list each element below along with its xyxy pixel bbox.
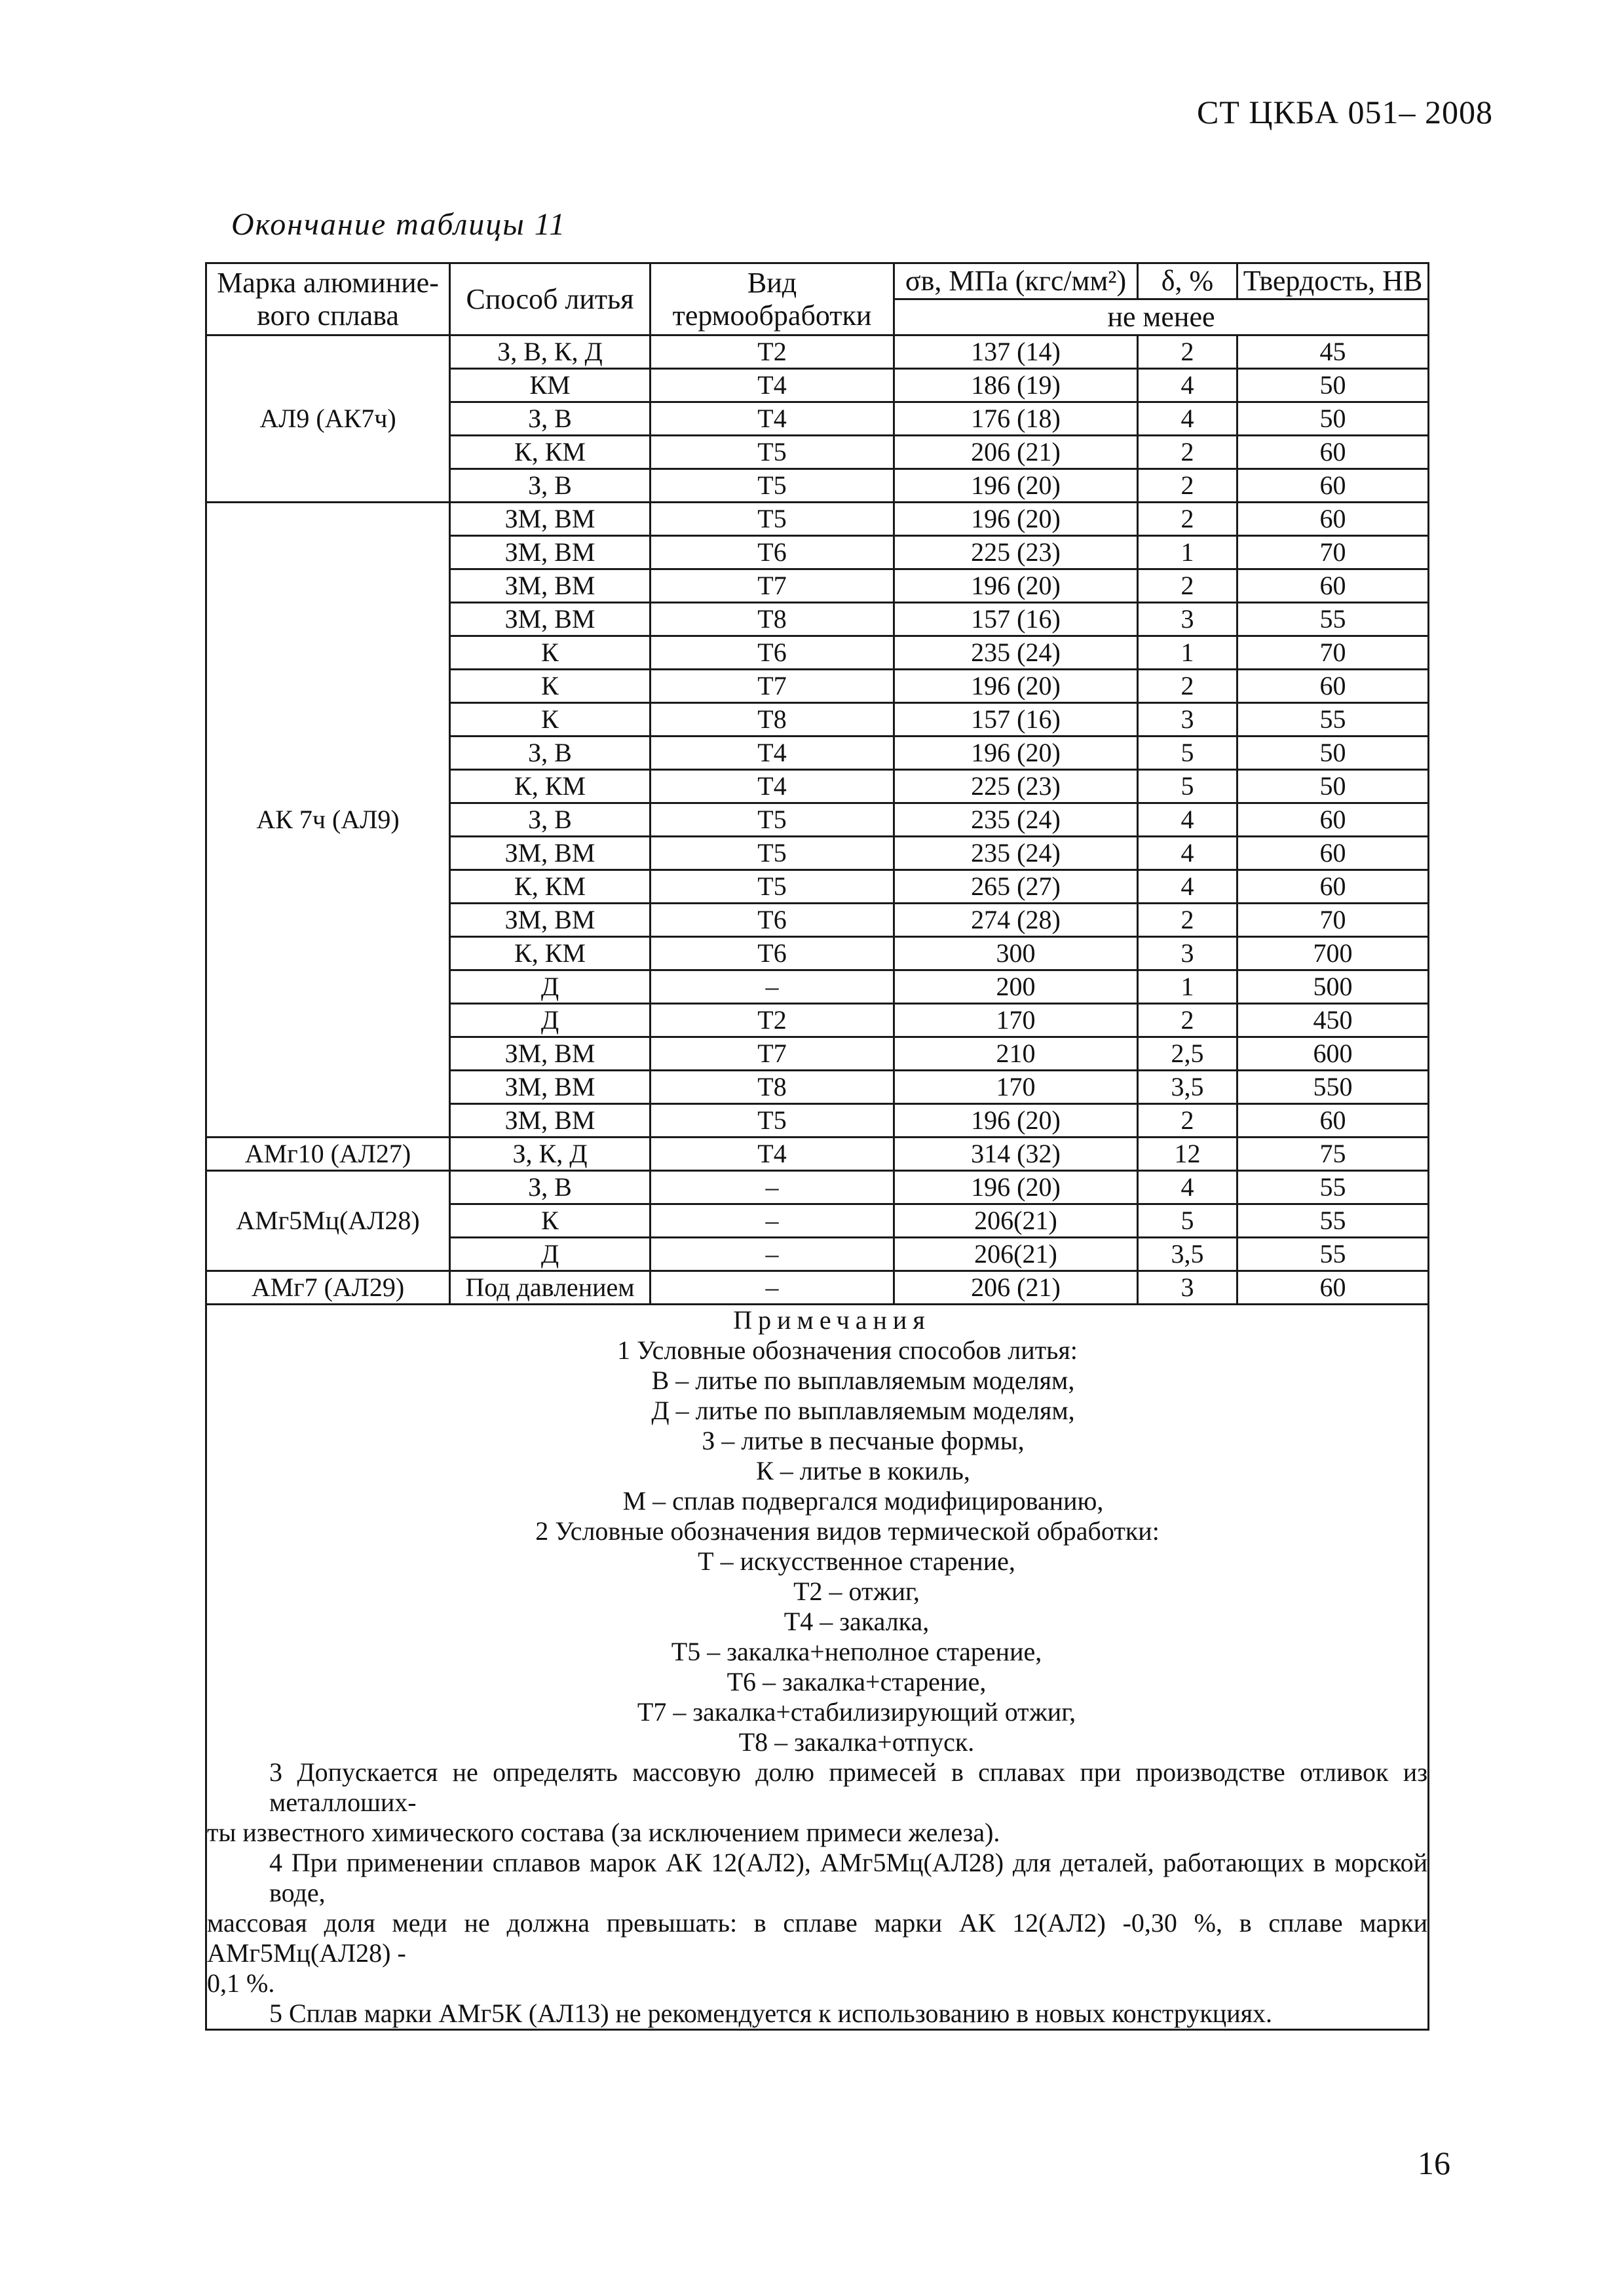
note-3-line-2: ты известного химического состава (за исключением примеси железа). xyxy=(207,1818,1000,1847)
notes-heading: Примечания xyxy=(733,1305,931,1335)
grade-cell: АМг10 (АЛ27) xyxy=(206,1138,450,1171)
hardness-cell: 70 xyxy=(1237,536,1429,569)
hardness-cell: 60 xyxy=(1237,436,1429,469)
method-cell: ЗМ, ВМ xyxy=(450,1037,651,1071)
hardness-cell: 50 xyxy=(1237,369,1429,402)
note-4-line-1: 4 При применении сплавов марок АК 12(АЛ2), АМг5Мц(АЛ28) для деталей, работающих в морской воде, xyxy=(269,1848,1427,1907)
hardness-cell: 550 xyxy=(1237,1071,1429,1104)
note-list-item: Т7 – закалка+стабилизирующий отжиг, xyxy=(637,1697,1076,1727)
elongation-cell: 4 xyxy=(1138,870,1237,904)
treatment-cell: Т2 xyxy=(651,1004,894,1037)
elongation-cell: 2 xyxy=(1138,904,1237,937)
treatment-cell: Т7 xyxy=(651,569,894,603)
method-cell: К, КМ xyxy=(450,870,651,904)
strength-cell: 196 (20) xyxy=(894,670,1138,703)
strength-cell: 235 (24) xyxy=(894,803,1138,837)
hardness-cell: 60 xyxy=(1237,803,1429,837)
method-cell: З, В, К, Д xyxy=(450,335,651,369)
treatment-cell: Т5 xyxy=(651,469,894,503)
elongation-cell: 4 xyxy=(1138,803,1237,837)
method-cell: ЗМ, ВМ xyxy=(450,603,651,636)
header-min-note: не менее xyxy=(894,299,1429,335)
method-cell: З, В xyxy=(450,1171,651,1204)
grade-cell: АМг7 (АЛ29) xyxy=(206,1271,450,1305)
table-row xyxy=(206,503,1429,536)
strength-cell: 206(21) xyxy=(894,1238,1138,1271)
note-list-item: Т2 – отжиг, xyxy=(793,1577,920,1606)
strength-cell: 196 (20) xyxy=(894,1104,1138,1138)
treatment-cell: Т5 xyxy=(651,837,894,870)
strength-cell: 196 (20) xyxy=(894,569,1138,603)
strength-cell: 314 (32) xyxy=(894,1138,1138,1171)
method-cell: К, КМ xyxy=(450,937,651,970)
method-cell: КМ xyxy=(450,369,651,402)
strength-cell: 186 (19) xyxy=(894,369,1138,402)
strength-cell: 300 xyxy=(894,937,1138,970)
strength-cell: 170 xyxy=(894,1071,1138,1104)
strength-cell: 157 (16) xyxy=(894,603,1138,636)
strength-cell: 176 (18) xyxy=(894,402,1138,436)
notes-cell xyxy=(206,1305,1429,2030)
method-cell: ЗМ, ВМ xyxy=(450,837,651,870)
header-heat-treatment: Вид термообработки xyxy=(651,263,894,335)
strength-cell: 200 xyxy=(894,970,1138,1004)
elongation-cell: 5 xyxy=(1138,737,1237,770)
treatment-cell: Т8 xyxy=(651,603,894,636)
document-code: СТ ЦКБА 051– 2008 xyxy=(1196,94,1493,130)
hardness-cell: 50 xyxy=(1237,770,1429,803)
hardness-cell: 55 xyxy=(1237,1171,1429,1204)
note-2-title: 2 Условные обозначения видов термической обработки: xyxy=(535,1516,1160,1546)
method-cell: Д xyxy=(450,1004,651,1037)
method-cell: Д xyxy=(450,1238,651,1271)
method-cell: К, КМ xyxy=(450,770,651,803)
grade-cell: АМг5Мц(АЛ28) xyxy=(206,1171,450,1271)
treatment-cell: Т5 xyxy=(651,870,894,904)
strength-cell: 206 (21) xyxy=(894,1271,1138,1305)
note-list-item: З – литье в песчаные формы, xyxy=(702,1426,1025,1455)
strength-cell: 235 (24) xyxy=(894,837,1138,870)
method-cell: Д xyxy=(450,970,651,1004)
method-cell: З, В xyxy=(450,402,651,436)
header-hardness: Твердость, НВ xyxy=(1237,263,1429,299)
method-cell: ЗМ, ВМ xyxy=(450,503,651,536)
treatment-cell: Т6 xyxy=(651,904,894,937)
method-cell: К xyxy=(450,670,651,703)
elongation-cell: 3 xyxy=(1138,703,1237,737)
hardness-cell: 50 xyxy=(1237,402,1429,436)
treatment-cell: Т6 xyxy=(651,636,894,670)
method-cell: К xyxy=(450,636,651,670)
note-1-title: 1 Условные обозначения способов литья: xyxy=(617,1335,1078,1365)
hardness-cell: 55 xyxy=(1237,1204,1429,1238)
strength-cell: 206 (21) xyxy=(894,436,1138,469)
table-row xyxy=(206,1138,1429,1171)
treatment-cell: Т4 xyxy=(651,770,894,803)
treatment-cell: – xyxy=(651,1271,894,1305)
treatment-cell: Т5 xyxy=(651,436,894,469)
strength-cell: 196 (20) xyxy=(894,469,1138,503)
strength-cell: 210 xyxy=(894,1037,1138,1071)
table-row xyxy=(206,335,1429,369)
treatment-cell: Т5 xyxy=(651,1104,894,1138)
header-grade: Марка алюминие-вого сплава xyxy=(206,263,450,335)
note-list-item: М – сплав подвергался модифицированию, xyxy=(622,1486,1104,1516)
method-cell: К, КМ xyxy=(450,436,651,469)
table-row xyxy=(206,1271,1429,1305)
treatment-cell: Т6 xyxy=(651,536,894,569)
grade-cell: АЛ9 (АК7ч) xyxy=(206,335,450,503)
hardness-cell: 70 xyxy=(1237,904,1429,937)
method-cell: З, К, Д xyxy=(450,1138,651,1171)
elongation-cell: 2 xyxy=(1138,335,1237,369)
elongation-cell: 4 xyxy=(1138,369,1237,402)
strength-cell: 225 (23) xyxy=(894,536,1138,569)
strength-cell: 225 (23) xyxy=(894,770,1138,803)
elongation-cell: 1 xyxy=(1138,970,1237,1004)
hardness-cell: 55 xyxy=(1237,1238,1429,1271)
note-list-item: В – литье по выплавляемым моделям, xyxy=(651,1366,1075,1395)
method-cell: ЗМ, ВМ xyxy=(450,1104,651,1138)
elongation-cell: 4 xyxy=(1138,1171,1237,1204)
treatment-cell: – xyxy=(651,1171,894,1204)
treatment-cell: Т4 xyxy=(651,1138,894,1171)
method-cell: К xyxy=(450,703,651,737)
hardness-cell: 70 xyxy=(1237,636,1429,670)
treatment-cell: Т5 xyxy=(651,503,894,536)
strength-cell: 170 xyxy=(894,1004,1138,1037)
hardness-cell: 60 xyxy=(1237,469,1429,503)
treatment-cell: Т5 xyxy=(651,803,894,837)
method-cell: ЗМ, ВМ xyxy=(450,569,651,603)
hardness-cell: 50 xyxy=(1237,737,1429,770)
method-cell: ЗМ, ВМ xyxy=(450,1071,651,1104)
method-cell: З, В xyxy=(450,469,651,503)
elongation-cell: 3 xyxy=(1138,1271,1237,1305)
header-tensile-strength: σв, МПа (кгс/мм²) xyxy=(894,263,1138,299)
grade-cell: АК 7ч (АЛ9) xyxy=(206,503,450,1138)
elongation-cell: 2 xyxy=(1138,436,1237,469)
elongation-cell: 3 xyxy=(1138,937,1237,970)
strength-cell: 274 (28) xyxy=(894,904,1138,937)
hardness-cell: 60 xyxy=(1237,503,1429,536)
treatment-cell: – xyxy=(651,970,894,1004)
treatment-cell: Т8 xyxy=(651,1071,894,1104)
strength-cell: 265 (27) xyxy=(894,870,1138,904)
hardness-cell: 55 xyxy=(1237,703,1429,737)
elongation-cell: 3 xyxy=(1138,603,1237,636)
table-caption: Окончание таблицы 11 xyxy=(231,207,567,242)
hardness-cell: 60 xyxy=(1237,569,1429,603)
treatment-cell: Т4 xyxy=(651,402,894,436)
elongation-cell: 5 xyxy=(1138,770,1237,803)
treatment-cell: – xyxy=(651,1204,894,1238)
method-cell: Под давлением xyxy=(450,1271,651,1305)
hardness-cell: 700 xyxy=(1237,937,1429,970)
strength-cell: 235 (24) xyxy=(894,636,1138,670)
treatment-cell: Т7 xyxy=(651,1037,894,1071)
hardness-cell: 60 xyxy=(1237,670,1429,703)
elongation-cell: 4 xyxy=(1138,837,1237,870)
method-cell: ЗМ, ВМ xyxy=(450,904,651,937)
table-row xyxy=(206,1171,1429,1204)
hardness-cell: 55 xyxy=(1237,603,1429,636)
method-cell: З, В xyxy=(450,803,651,837)
treatment-cell: Т7 xyxy=(651,670,894,703)
table-body xyxy=(206,335,1429,1305)
elongation-cell: 12 xyxy=(1138,1138,1237,1171)
elongation-cell: 2 xyxy=(1138,670,1237,703)
elongation-cell: 2 xyxy=(1138,1104,1237,1138)
hardness-cell: 60 xyxy=(1237,1104,1429,1138)
method-cell: К xyxy=(450,1204,651,1238)
note-1-list xyxy=(207,1366,1427,1516)
header-casting-method: Способ литья xyxy=(450,263,651,335)
strength-cell: 157 (16) xyxy=(894,703,1138,737)
note-3-line-1: 3 Допускается не определять массовую долю примесей в сплавах при производстве отливок из металлоших- xyxy=(269,1757,1427,1817)
elongation-cell: 2 xyxy=(1138,503,1237,536)
strength-cell: 196 (20) xyxy=(894,1171,1138,1204)
note-2-list xyxy=(207,1546,1427,1757)
hardness-cell: 45 xyxy=(1237,335,1429,369)
method-cell: ЗМ, ВМ xyxy=(450,536,651,569)
note-list-item: К – литье в кокиль, xyxy=(756,1456,970,1485)
hardness-cell: 60 xyxy=(1237,870,1429,904)
hardness-cell: 500 xyxy=(1237,970,1429,1004)
note-list-item: Т5 – закалка+неполное старение, xyxy=(671,1637,1042,1666)
elongation-cell: 2,5 xyxy=(1138,1037,1237,1071)
strength-cell: 206(21) xyxy=(894,1204,1138,1238)
note-list-item: Т4 – закалка, xyxy=(784,1607,930,1636)
note-list-item: Д – литье по выплавляемым моделям, xyxy=(651,1396,1075,1425)
hardness-cell: 450 xyxy=(1237,1004,1429,1037)
elongation-cell: 5 xyxy=(1138,1204,1237,1238)
treatment-cell: Т8 xyxy=(651,703,894,737)
elongation-cell: 2 xyxy=(1138,1004,1237,1037)
strength-cell: 137 (14) xyxy=(894,335,1138,369)
treatment-cell: Т4 xyxy=(651,737,894,770)
elongation-cell: 2 xyxy=(1138,469,1237,503)
note-list-item: Т6 – закалка+старение, xyxy=(727,1667,987,1696)
hardness-cell: 75 xyxy=(1237,1138,1429,1171)
elongation-cell: 4 xyxy=(1138,402,1237,436)
treatment-cell: Т6 xyxy=(651,937,894,970)
note-list-item: Т8 – закалка+отпуск. xyxy=(738,1727,975,1757)
note-4-line-2: массовая доля меди не должна превышать: в сплаве марки АК 12(АЛ2) -0,30 %, в сплаве марки АМг5Мц(АЛ28) - xyxy=(207,1908,1427,1968)
strength-cell: 196 (20) xyxy=(894,503,1138,536)
elongation-cell: 2 xyxy=(1138,569,1237,603)
strength-cell: 196 (20) xyxy=(894,737,1138,770)
header-elongation: δ, % xyxy=(1138,263,1237,299)
treatment-cell: Т4 xyxy=(651,369,894,402)
elongation-cell: 3,5 xyxy=(1138,1238,1237,1271)
note-list-item: Т – искусственное старение, xyxy=(698,1546,1015,1576)
hardness-cell: 60 xyxy=(1237,1271,1429,1305)
method-cell: З, В xyxy=(450,737,651,770)
note-4-line-3: 0,1 %. xyxy=(207,1968,275,1998)
elongation-cell: 3,5 xyxy=(1138,1071,1237,1104)
page-number: 16 xyxy=(1418,2145,1450,2181)
hardness-cell: 60 xyxy=(1237,837,1429,870)
elongation-cell: 1 xyxy=(1138,536,1237,569)
elongation-cell: 1 xyxy=(1138,636,1237,670)
alloy-properties-table xyxy=(205,262,1429,2031)
hardness-cell: 600 xyxy=(1237,1037,1429,1071)
treatment-cell: Т2 xyxy=(651,335,894,369)
treatment-cell: – xyxy=(651,1238,894,1271)
note-5: 5 Сплав марки АМг5К (АЛ13) не рекомендуется к использованию в новых конструкциях. xyxy=(269,1999,1272,2028)
